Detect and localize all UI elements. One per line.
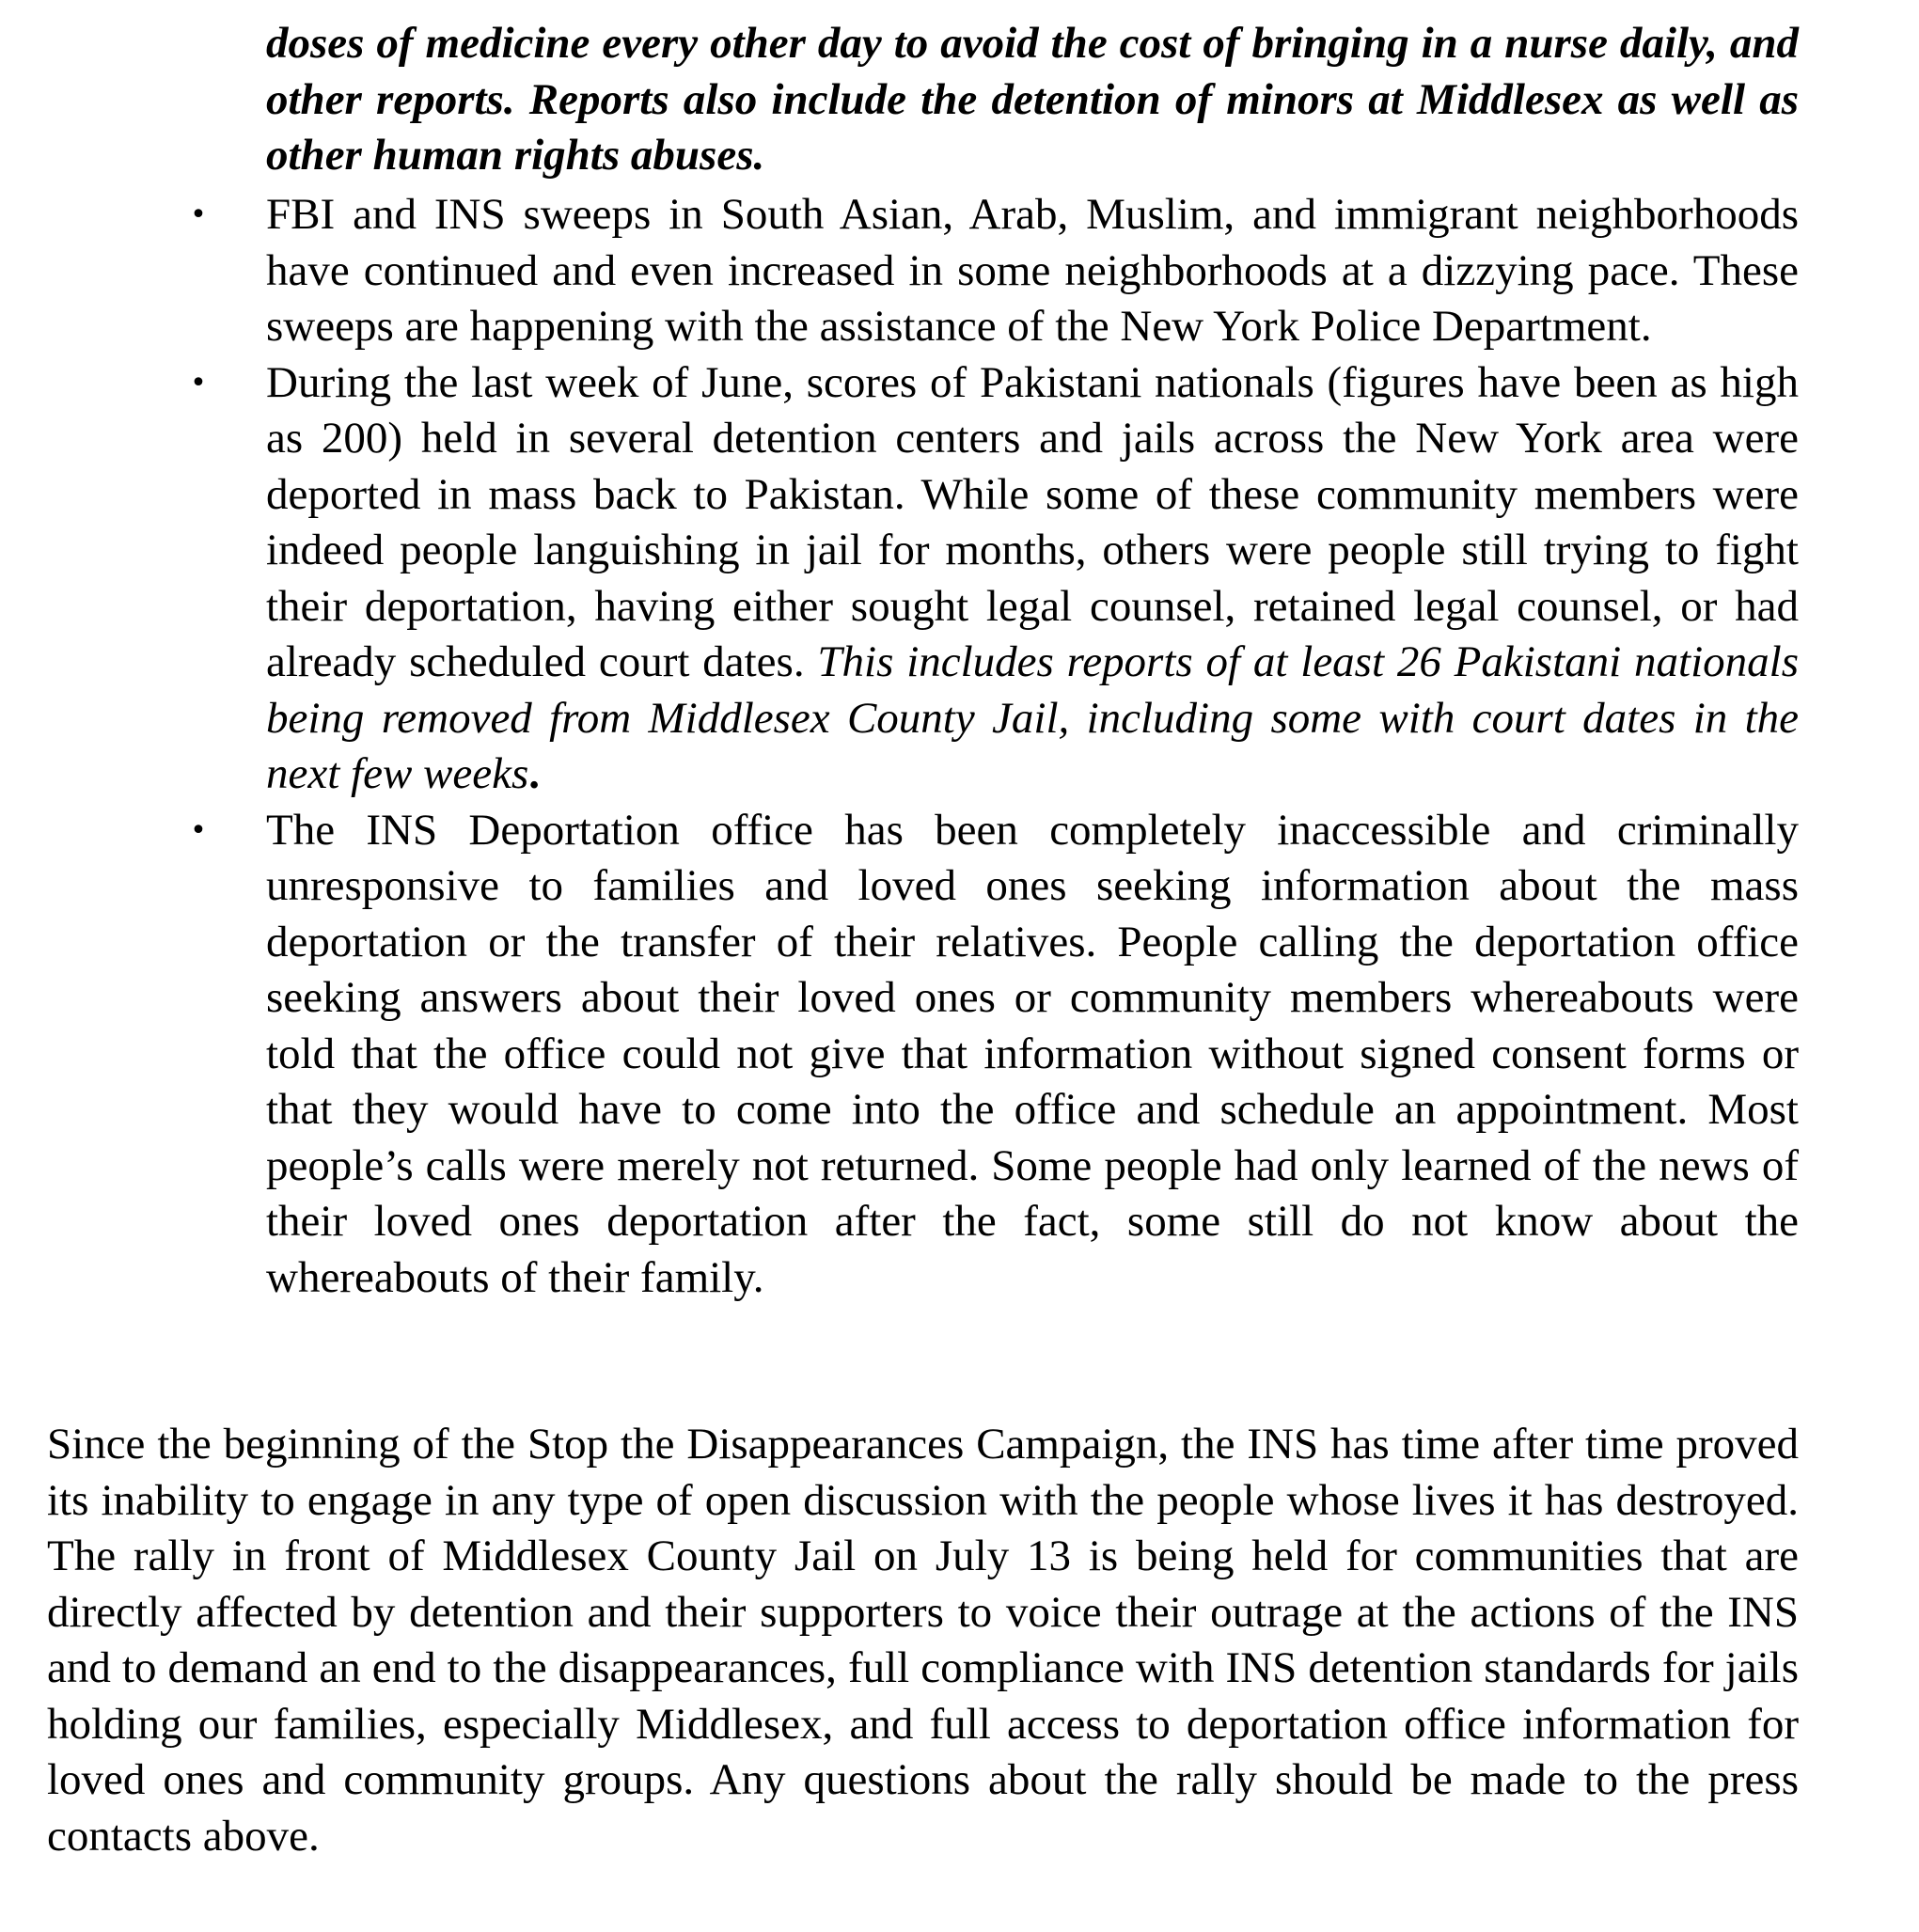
- list-item: [0, 803, 1919, 1307]
- continued-paragraph: doses of medicine every other day to avoid the cost of bringing in a nurse daily, and other reports. Reports also include the detention of minors at Middlesex as well as other human rights abuses.: [266, 19, 1799, 180]
- bullet-text-sweeps: FBI and INS sweeps in South Asian, Arab, Muslim, and immigrant neighborhoods have continued and even increased in some neighborhoods at a dizzying pace. These sweeps are happening with the assistance of the New York Police Department.: [266, 190, 1799, 351]
- closing-paragraph: Since the beginning of the Stop the Disappearances Campaign, the INS has time after time proved its inability to engage in any type of open discussion with the people whose lives it has destroyed. The rally in front of Middlesex County Jail on July 13 is being held for communities that are directly affected by detention and their supporters to voice their outrage at the actions of the INS and to demand an end to the disappearances, full compliance with INS detention standards for jails holding our families, especially Middlesex, and full access to deportation office information for loved ones and community groups. Any questions about the rally should be made to the press contacts above.: [47, 1420, 1799, 1861]
- bullet-text-deportations-body: During the last week of June, scores of Pakistani nationals (figures have been as high as 200) held in several detention centers and jails across the New York area were deported in mass back to Pakistan. While some of these community members were indeed people languishing in jail for months, others were people still trying to fight their deportation, having either sought legal counsel, retained legal counsel, or had already scheduled court dates.: [266, 357, 1799, 686]
- list-item: [0, 187, 1919, 355]
- bullet-list: [0, 187, 1919, 1306]
- bullet-text-deportations-end: .: [528, 749, 541, 798]
- bullet-icon: •: [190, 198, 207, 231]
- bullet-icon: •: [190, 366, 207, 400]
- bullet-text-deportations: [266, 355, 1799, 803]
- bullet-text-deportations-italic: This includes reports of at least 26 Pakistani nationals being removed from Middlesex County Jail, including some with court dates in the next few weeks: [266, 637, 1799, 798]
- bullet-icon: •: [190, 813, 207, 847]
- list-item: [0, 355, 1919, 803]
- bullet-text-deportation-office: The INS Deportation office has been completely inaccessible and criminally unresponsive to families and loved ones seeking information about the mass deportation or the transfer of their relatives. People calling the deportation office seeking answers about their loved ones or community members whereabouts were told that the office could not give that information without signed consent forms or that they would have to come into the office and schedule an appointment. Most people’s calls were merely not returned. Some people had only learned of the news of their loved ones deportation after the fact, some still do not know about the whereabouts of their family.: [266, 805, 1799, 1302]
